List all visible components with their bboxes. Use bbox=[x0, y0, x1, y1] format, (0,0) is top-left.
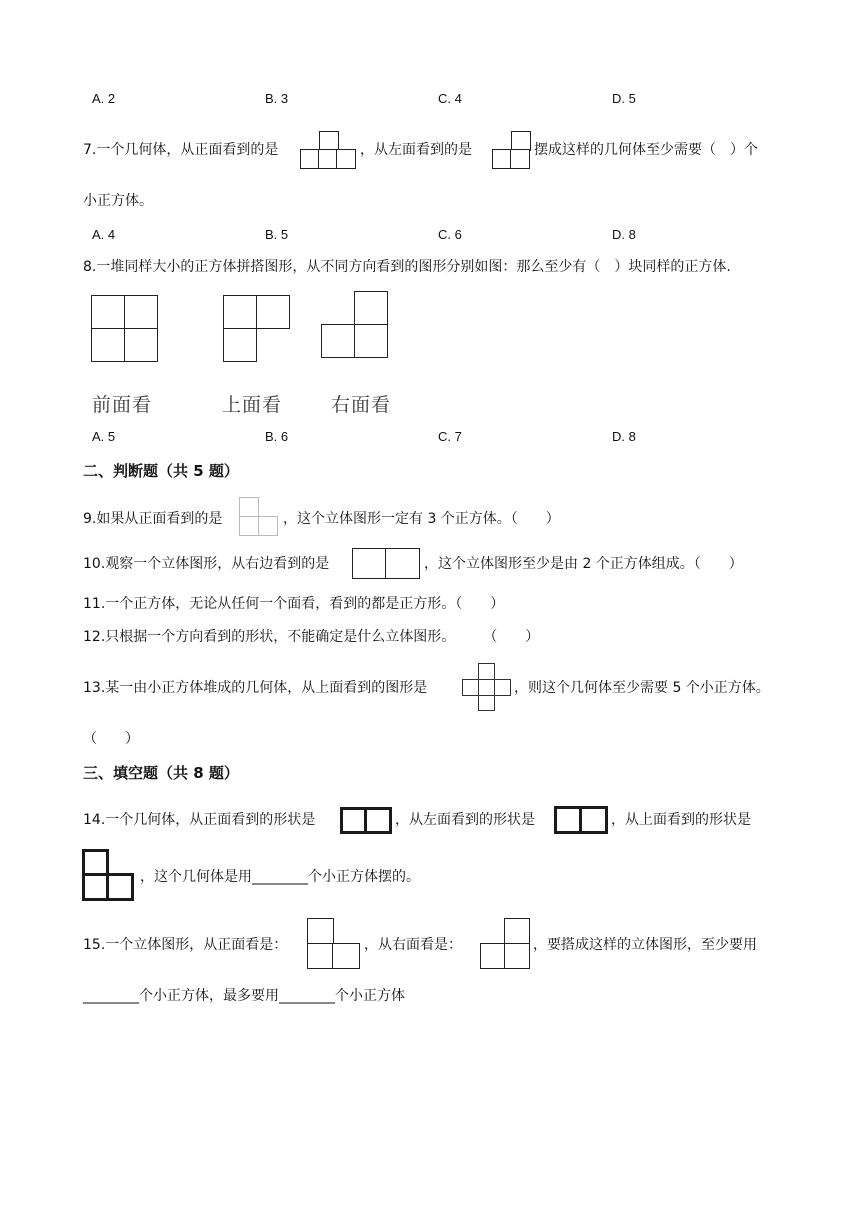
q8-caption-top: 上面看 bbox=[222, 394, 283, 416]
q12-text: 12.只根据一个方向看到的形状，不能确定是什么立体图形。 （ ） bbox=[83, 629, 540, 645]
q14-text-c: ，从上面看到的形状是 bbox=[611, 812, 751, 828]
q9-text-b: ，这个立体图形一定有 3 个正方体。（ ） bbox=[283, 511, 560, 527]
q13-text-c: （ ） bbox=[83, 731, 139, 747]
q10-text-a: 10.观察一个立体图形，从右边看到的是 bbox=[83, 556, 330, 572]
q8-top-view-figure bbox=[223, 295, 291, 363]
q6-option-b: B. 3 bbox=[265, 91, 289, 106]
q7-text-a: 7.一个几何体，从正面看到的是 bbox=[83, 142, 279, 158]
q15-text-b: ，从右面看是： bbox=[364, 937, 462, 953]
section-2-heading: 二、判断题（共 5 题） bbox=[83, 462, 239, 480]
q6-option-c: C. 4 bbox=[438, 91, 462, 106]
q6-option-d: D. 5 bbox=[612, 91, 636, 106]
q7-option-c: C. 6 bbox=[438, 227, 462, 242]
q7-left-view-figure bbox=[492, 131, 532, 169]
q15-text-d: ________个小正方体，最多要用________个小正方体 bbox=[83, 988, 405, 1004]
q13-top-view-figure bbox=[462, 663, 511, 711]
section-3-heading: 三、填空题（共 8 题） bbox=[83, 764, 239, 782]
q14-text-b: ，从左面看到的形状是 bbox=[395, 812, 535, 828]
q8-option-b: B. 6 bbox=[265, 429, 289, 444]
q11-text: 11.一个正方体，无论从任何一个面看，看到的都是正方形。（ ） bbox=[83, 596, 505, 612]
q8-option-a: A. 5 bbox=[92, 429, 116, 444]
q15-text-a: 15.一个立体图形，从正面看是： bbox=[83, 937, 288, 953]
q8-right-view-figure bbox=[321, 291, 389, 359]
q7-option-d: D. 8 bbox=[612, 227, 636, 242]
q10-text-b: ，这个立体图形至少是由 2 个正方体组成。（ ） bbox=[424, 556, 743, 572]
q8-text: 8.一堆同样大小的正方体拼搭图形，从不同方向看到的图形分别如图：那么至少有（ ）块同样的正方体. bbox=[83, 259, 731, 275]
q15-front-view-figure bbox=[307, 918, 360, 969]
q14-text-a: 14.一个几何体，从正面看到的形状是 bbox=[83, 812, 316, 828]
q8-caption-right: 右面看 bbox=[331, 394, 392, 416]
q15-right-view-figure bbox=[480, 918, 530, 969]
q7-option-a: A. 4 bbox=[92, 227, 116, 242]
q14-left-view-figure bbox=[554, 806, 608, 834]
q9-text-a: 9.如果从正面看到的是 bbox=[83, 511, 223, 527]
q8-option-d: D. 8 bbox=[612, 429, 636, 444]
q8-front-view-figure bbox=[91, 295, 159, 363]
q13-text-a: 13.某一由小正方体堆成的几何体，从上面看到的图形是 bbox=[83, 680, 428, 696]
q8-caption-front: 前面看 bbox=[92, 394, 153, 416]
q14-front-view-figure bbox=[340, 807, 392, 834]
q15-text-c: ，要搭成这样的立体图形，至少要用 bbox=[533, 937, 757, 953]
q7-text-d: 小正方体。 bbox=[83, 193, 153, 209]
q14-top-view-figure bbox=[82, 849, 134, 901]
q9-front-view-figure bbox=[239, 497, 279, 537]
q7-text-b: ，从左面看到的是 bbox=[360, 142, 472, 158]
q6-option-a: A. 2 bbox=[92, 91, 116, 106]
q7-text-c: 摆成这样的几何体至少需要（ ）个 bbox=[534, 142, 758, 158]
q13-text-b: ，则这个几何体至少需要 5 个小正方体。 bbox=[514, 680, 770, 696]
q14-text-d: ，这个几何体是用________个小正方体摆的。 bbox=[140, 869, 420, 885]
q8-option-c: C. 7 bbox=[438, 429, 462, 444]
q7-front-view-figure bbox=[300, 131, 357, 169]
q10-right-view-figure bbox=[352, 548, 420, 579]
q7-option-b: B. 5 bbox=[265, 227, 289, 242]
